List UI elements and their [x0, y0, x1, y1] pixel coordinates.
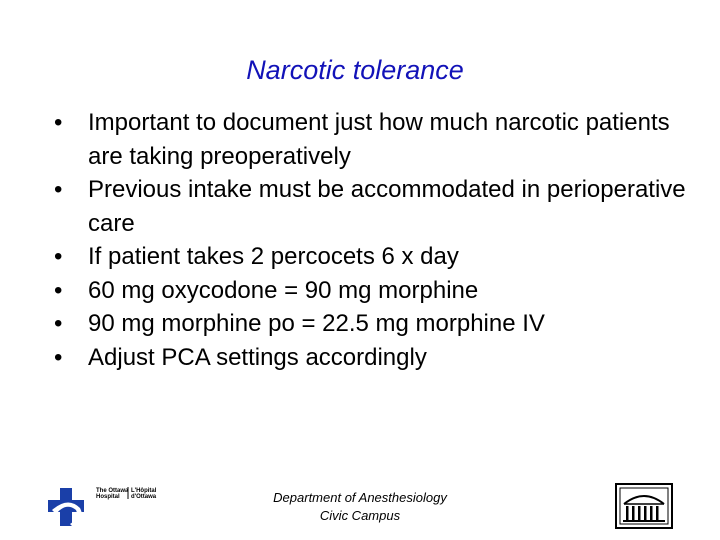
- bullet-marker: •: [54, 310, 63, 337]
- slide-title: Narcotic tolerance: [246, 55, 464, 85]
- bullet-item: [54, 173, 694, 240]
- hospital-name-en-2: Hospital: [96, 494, 120, 500]
- bullet-marker: •: [54, 109, 63, 136]
- campus-logo: [614, 482, 674, 532]
- hospital-logo: [46, 484, 176, 534]
- bullet-marker: •: [54, 176, 63, 203]
- bullet-marker: •: [54, 243, 63, 270]
- bullet-marker: •: [54, 343, 63, 371]
- bullet-item: [54, 274, 694, 308]
- bullet-item: [54, 307, 694, 341]
- bullet-item: [54, 106, 694, 173]
- hospital-name-en-1: The Ottawa: [96, 488, 129, 494]
- hospital-cross-logo-icon: [46, 484, 176, 534]
- building-logo-icon: [614, 482, 674, 532]
- bullet-list: [54, 106, 694, 374]
- footer-department: [240, 489, 480, 525]
- campus-name: Civic Campus: [319, 508, 401, 523]
- bullet-text: Adjust PCA settings accordingly: [88, 343, 427, 371]
- hospital-name-fr-1: L'Hôpital: [131, 488, 157, 494]
- hospital-name-fr-2: d'Ottawa: [131, 494, 157, 500]
- bullet-text: Important to document just how much narcotic patients are taking preoperatively: [88, 109, 670, 170]
- bullet-text: 60 mg oxycodone = 90 mg morphine: [88, 276, 479, 304]
- bullet-text: 90 mg morphine po = 22.5 mg morphine IV: [88, 310, 545, 337]
- bullet-text: If patient takes 2 percocets 6 x day: [88, 243, 459, 270]
- bullet-marker: •: [54, 276, 63, 304]
- department-name: Department of Anesthesiology: [273, 490, 447, 505]
- bullet-item: [54, 240, 694, 274]
- bullet-text: Previous intake must be accommodated in perioperative care: [88, 176, 686, 237]
- bullet-item: [54, 341, 694, 375]
